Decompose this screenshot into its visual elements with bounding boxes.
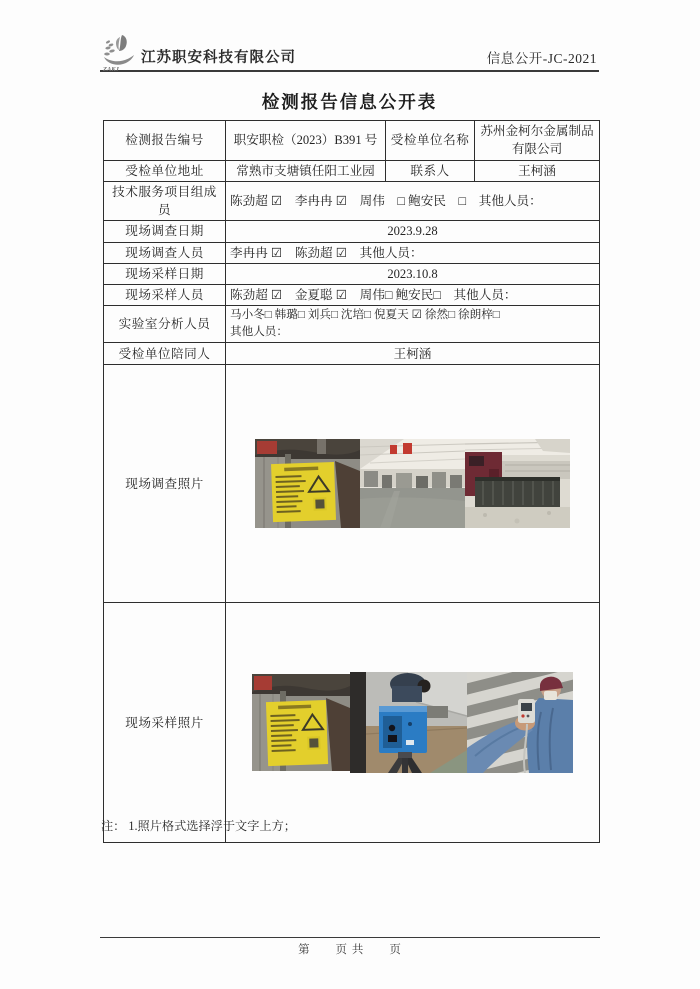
contact-person-value: 王柯涵 — [475, 160, 600, 181]
lab-analysts-line2: 其他人员： — [230, 325, 288, 339]
sampling-staff-label: 现场采样人员 — [104, 285, 226, 306]
unit-address-value: 常熟市支塘镇任阳工业园 — [226, 160, 386, 181]
survey-staff-label: 现场调查人员 — [104, 242, 226, 263]
survey-photo-warning-sign — [255, 439, 360, 528]
row-sampling-photos — [104, 603, 600, 843]
row-sampling-date — [104, 263, 600, 284]
report-number-label: 检测报告编号 — [104, 121, 226, 161]
row-accompanying-person — [104, 343, 600, 365]
unit-address-label: 受检单位地址 — [104, 160, 226, 181]
contact-person-label: 联系人 — [386, 160, 475, 181]
inspected-unit-name-value: 苏州金柯尔金属制品有限公司 — [475, 121, 600, 161]
footer-divider — [100, 937, 600, 938]
row-sampling-staff — [104, 285, 600, 306]
survey-photo-workshop-floor — [360, 439, 465, 528]
footer-page-number: 第 页 共 页 — [298, 944, 402, 956]
report-number-value: 职安职检（2023）B391 号 — [226, 121, 386, 161]
tech-team-checkboxes: 陈劲超 ☑ 李冉冉 ☑ 周伟 □ 鲍安民 □ 其他人员： — [226, 181, 600, 221]
footnote-text: 注： 1.照片格式选择浮于文字上方； — [101, 819, 296, 833]
page-header — [100, 33, 599, 72]
row-survey-staff — [104, 242, 600, 263]
survey-photos-label: 现场调查照片 — [104, 365, 226, 603]
sampling-photo-strip — [230, 672, 595, 773]
survey-date-label: 现场调查日期 — [104, 221, 226, 242]
header-company-name: 江苏职安科技有限公司 — [141, 50, 296, 66]
row-lab-analysts — [104, 306, 600, 343]
company-logo-icon — [100, 33, 140, 73]
survey-date-value: 2023.9.28 — [226, 221, 600, 242]
lab-analysts-checkboxes — [226, 306, 600, 343]
row-survey-date — [104, 221, 600, 242]
sampling-date-value: 2023.10.8 — [226, 263, 600, 284]
accompanying-person-label: 受检单位陪同人 — [104, 343, 226, 365]
sampling-photos-label: 现场采样照片 — [104, 603, 226, 843]
lab-analysts-line1: 马小冬□ 韩璐□ 刘兵□ 沈培□ 倪夏天 ☑ 徐然□ 徐朗梓□ — [230, 308, 500, 322]
sampling-photos-cell — [226, 603, 600, 843]
inspected-unit-name-label: 受检单位名称 — [386, 121, 475, 161]
sampling-photo-warning-sign — [252, 674, 350, 771]
logo-text: ZAKJ — [103, 66, 119, 73]
sampling-date-label: 现场采样日期 — [104, 263, 226, 284]
disclosure-form-table — [103, 120, 600, 843]
sampling-photo-blue-pump — [350, 672, 467, 773]
sampling-staff-checkboxes: 陈劲超 ☑ 金夏聪 ☑ 周伟□ 鲍安民□ 其他人员： — [226, 285, 600, 306]
survey-photo-metal-racks — [465, 439, 570, 528]
survey-staff-checkboxes: 李冉冉 ☑ 陈劲超 ☑ 其他人员： — [226, 242, 600, 263]
page-title: 检测报告信息公开表 — [261, 92, 438, 112]
header-doc-code: 信息公开-JC-2021 — [486, 51, 597, 66]
row-report-number — [104, 121, 600, 161]
sampling-photo-handheld-meter — [467, 672, 573, 773]
row-tech-team — [104, 181, 600, 221]
row-unit-address — [104, 160, 600, 181]
row-survey-photos — [104, 365, 600, 603]
survey-photo-strip — [230, 439, 595, 528]
footnote — [101, 817, 600, 834]
survey-photos-cell — [226, 365, 600, 603]
accompanying-person-value: 王柯涵 — [226, 343, 600, 365]
lab-analysts-label: 实验室分析人员 — [104, 306, 226, 343]
tech-team-label: 技术服务项目组成员 — [104, 181, 226, 221]
